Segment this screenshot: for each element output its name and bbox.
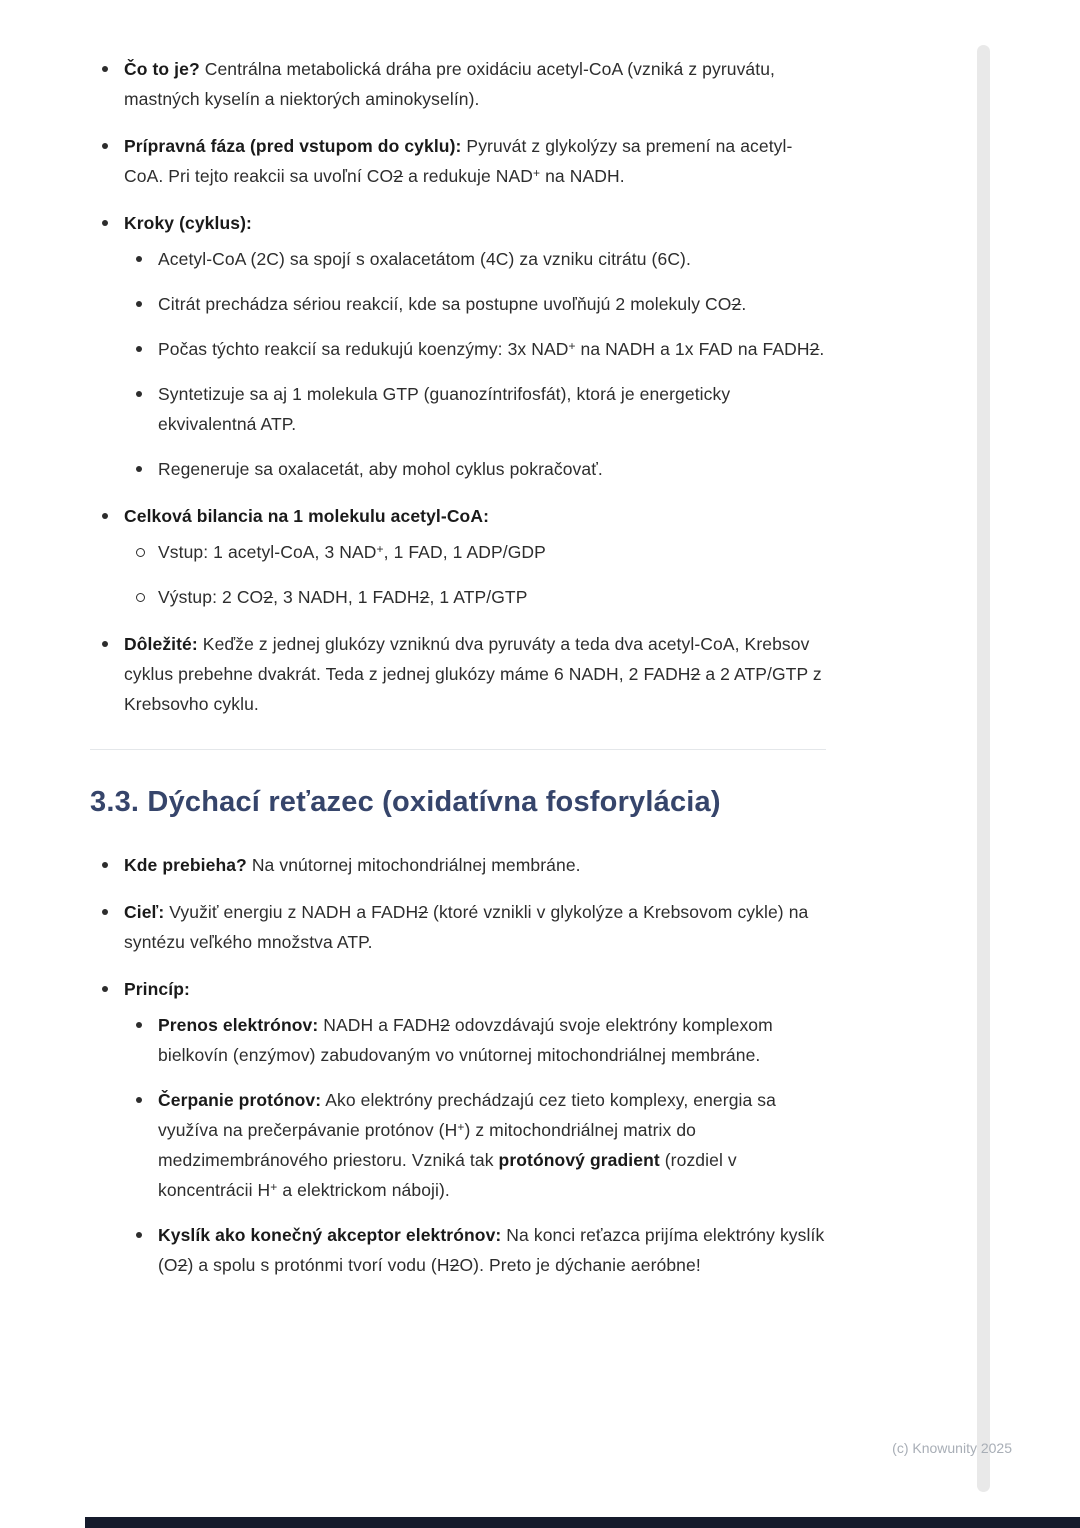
bold-text-run: Čo to je? <box>124 59 200 79</box>
copyright-watermark: (c) Knowunity 2025 <box>892 1440 1012 1456</box>
nested-list-item <box>124 1220 826 1280</box>
nested-bullet-list <box>124 1010 826 1280</box>
text-run: a redukuje NAD <box>403 166 534 186</box>
struck-subscript-text: 2 <box>393 166 404 186</box>
text-run: Syntetizuje sa aj 1 molekula GTP (guanozíntrifosfát), ktorá je energeticky ekvivalentná ATP. <box>158 384 731 434</box>
list-item-text <box>124 629 826 719</box>
text-run: (ktoré vznikli v glykolýze a Krebsovom cykle) na syntézu veľkého množstva ATP. <box>124 902 809 952</box>
text-run: Regeneruje sa oxalacetát, aby mohol cyklus pokračovať. <box>158 459 603 479</box>
text-run: , 1 FAD, 1 ADP/GDP <box>383 542 546 562</box>
nested-list-item <box>124 1010 826 1070</box>
document-content <box>90 54 826 1297</box>
bold-text-run: Kde prebieha? <box>124 855 247 875</box>
section-divider <box>90 749 826 750</box>
list-item-text <box>158 537 826 567</box>
bold-text-run: Prípravná fáza (pred vstupom do cyklu): <box>124 136 462 156</box>
text-run: odovzdávajú svoje elektróny komplexom bielkovín (enzýmov) zabudovaným vo vnútornej mitochondriálnej membráne. <box>158 1015 773 1065</box>
superscript-text: + <box>533 165 541 180</box>
text-run: O). Preto je dýchanie aeróbne! <box>459 1255 701 1275</box>
struck-subscript-text: 2 <box>263 587 274 607</box>
list-item-text <box>158 334 826 364</box>
list-item <box>90 501 826 612</box>
bold-text-run: Kroky (cyklus): <box>124 213 252 233</box>
text-run: a 2 ATP/GTP z Krebsovho cyklu. <box>124 664 822 714</box>
text-run: Na konci reťazca prijíma elektróny kyslík (O <box>158 1225 825 1275</box>
list-item-text <box>158 1010 826 1070</box>
list-item-text <box>124 208 826 238</box>
struck-subscript-text: 2 <box>419 587 430 607</box>
nested-bullet-list <box>124 537 826 612</box>
text-run: Acetyl-CoA (2C) sa spojí s oxalacetátom (4C) za vzniku citrátu (6C). <box>158 249 691 269</box>
list-item-text <box>158 1085 826 1205</box>
list-item-text <box>158 289 826 319</box>
struck-subscript-text: 2 <box>809 339 820 359</box>
list-item-text <box>158 1220 826 1280</box>
section-heading: 3.3. Dýchací reťazec (oxidatívna fosforylácia) <box>90 786 721 818</box>
text-run: a elektrickom náboji). <box>277 1180 450 1200</box>
bullet-list <box>90 54 826 719</box>
nested-list-item <box>124 537 826 567</box>
text-run: na NADH a 1x FAD na FADH <box>575 339 810 359</box>
nested-list-item <box>124 454 826 484</box>
text-run: Vstup: 1 acetyl-CoA, 3 NAD <box>158 542 377 562</box>
bold-text-run: Celková bilancia na 1 molekulu acetyl-CoA: <box>124 506 490 526</box>
text-run: , 3 NADH, 1 FADH <box>273 587 420 607</box>
bold-text-run: Kyslík ako konečný akceptor elektrónov: <box>158 1225 502 1245</box>
nested-list-item <box>124 379 826 439</box>
text-run: Výstup: 2 CO <box>158 587 264 607</box>
text-run: , 1 ATP/GTP <box>429 587 528 607</box>
list-item <box>90 629 826 719</box>
superscript-text: + <box>270 1179 278 1194</box>
list-item <box>90 850 826 880</box>
bold-text-run: Dôležité: <box>124 634 198 654</box>
list-item-text <box>158 582 826 612</box>
struck-subscript-text: 2 <box>177 1255 188 1275</box>
list-item-text <box>124 974 826 1004</box>
nested-list-item <box>124 334 826 364</box>
text-run: ) a spolu s protónmi tvorí vodu (H <box>187 1255 450 1275</box>
page-bottom-edge <box>85 1517 1080 1528</box>
list-item <box>90 54 826 114</box>
bold-text-run: Čerpanie protónov: <box>158 1090 322 1110</box>
list-item <box>90 974 826 1280</box>
bold-text-run: Cieľ: <box>124 902 165 922</box>
bullet-list <box>90 850 826 1280</box>
list-item-text <box>158 379 826 439</box>
text-run: . <box>741 294 747 314</box>
superscript-text: + <box>457 1119 465 1134</box>
text-run: (rozdiel v koncentrácii H <box>158 1150 737 1200</box>
text-run: Využiť energiu z NADH a FADH <box>164 902 419 922</box>
nested-list-item <box>124 582 826 612</box>
list-item-text <box>124 850 826 880</box>
text-run: Centrálna metabolická dráha pre oxidáciu acetyl-CoA (vzniká z pyruvátu, mastných kyselín a niektorých aminokyselín). <box>124 59 776 109</box>
list-item-text <box>124 501 826 531</box>
struck-subscript-text: 2 <box>418 902 429 922</box>
struck-subscript-text: 2 <box>690 664 701 684</box>
superscript-text: + <box>376 541 384 556</box>
text-run: . <box>819 339 825 359</box>
list-item-text <box>124 131 826 191</box>
nested-list-item <box>124 289 826 319</box>
struck-subscript-text: 2 <box>449 1255 460 1275</box>
struck-subscript-text: 2 <box>731 294 742 314</box>
nested-bullet-list <box>124 244 826 484</box>
bold-text-run: protónový gradient <box>498 1150 660 1170</box>
list-item-text <box>158 244 826 274</box>
list-item <box>90 131 826 191</box>
list-item-text <box>124 897 826 957</box>
text-run: Počas týchto reakcií sa redukujú koenzýmy: 3x NAD <box>158 339 569 359</box>
text-run: ) z mitochondriálnej matrix do medzimembránového priestoru. Vzniká tak <box>158 1120 696 1170</box>
bold-text-run: Princíp: <box>124 979 190 999</box>
text-run: NADH a FADH <box>318 1015 441 1035</box>
nested-list-item <box>124 1085 826 1205</box>
list-item <box>90 208 826 484</box>
scrollbar-track[interactable] <box>977 45 990 1492</box>
bold-text-run: Prenos elektrónov: <box>158 1015 319 1035</box>
superscript-text: + <box>568 338 576 353</box>
list-item-text <box>124 54 826 114</box>
text-run: Citrát prechádza sériou reakcií, kde sa postupne uvoľňujú 2 molekuly CO <box>158 294 732 314</box>
text-run: na NADH. <box>540 166 625 186</box>
text-run: Pyruvát z glykolýzy sa premení na acetyl-CoA. Pri tejto reakcii sa uvoľní CO <box>124 136 793 186</box>
text-run: Na vnútornej mitochondriálnej membráne. <box>246 855 581 875</box>
nested-list-item <box>124 244 826 274</box>
list-item <box>90 897 826 957</box>
list-item-text <box>158 454 826 484</box>
text-run: Keďže z jednej glukózy vzniknú dva pyruváty a teda dva acetyl-CoA, Krebsov cyklus prebehne dvakrát. Teda z jednej glukózy máme 6 NADH, 2 FADH <box>124 634 810 684</box>
text-run: Ako elektróny prechádzajú cez tieto komplexy, energia sa využíva na prečerpávanie protónov (H <box>158 1090 776 1140</box>
struck-subscript-text: 2 <box>440 1015 450 1035</box>
